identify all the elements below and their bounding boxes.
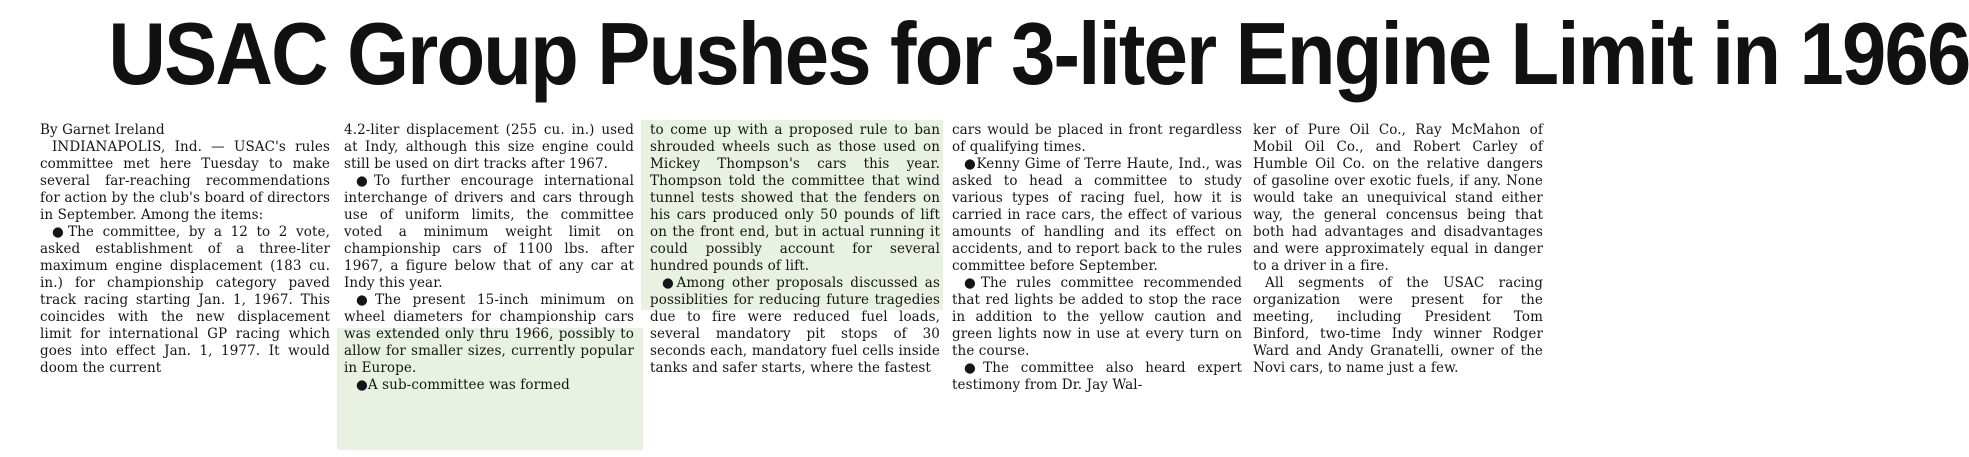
paragraph: INDIANAPOLIS, Ind. — USAC's rules committee met here Tuesday to make several far-reaching recommendations for action by the club's board of directors in September. Among the items: bbox=[40, 139, 330, 223]
paragraph: ker of Pure Oil Co., Ray McMahon of Mobil Oil Co., and Robert Carley of Humble Oil Co. on the relative dangers of gasoline over exotic fuels, if any. None would take an unequivical stand either way, the general concensus being that both had advantages and disadvantages and were approximately equal in danger to a driver in a fire. bbox=[1253, 122, 1543, 274]
paragraph: ●The committee also heard expert testimony from Dr. Jay Wal- bbox=[952, 360, 1242, 393]
paragraph: ●The committee, by a 12 to 2 vote, asked establishment of a three-liter maximum engine displacement (183 cu. in.) for championship category paved track racing starting Jan. 1, 1967. This coincides with the new displacement limit for international GP racing which goes into effect Jan. 1, 1977. It would doom the current bbox=[40, 224, 330, 376]
paragraph: ●Kenny Gime of Terre Haute, Ind., was asked to head a committee to study various types of racing fuel, how it is carried in race cars, the effect of various amounts of handling and its effect on accidents, and to report back to the rules committee before September. bbox=[952, 156, 1242, 274]
paragraph: to come up with a proposed rule to ban shrouded wheels such as those used on Mickey Thompson's cars this year. Thompson told the committee that wind tunnel tests showed that the fenders on his cars produced only 50 pounds of lift on the front end, but in actual running it could possibly account for several hundred pounds of lift. bbox=[650, 122, 940, 274]
paragraph: ●A sub-committee was formed bbox=[356, 377, 570, 393]
headline: USAC Group Pushes for 3-liter Engine Limit in 1966 bbox=[108, 4, 1969, 103]
byline: By Garnet Ireland bbox=[40, 122, 165, 138]
paragraph: ●Among other proposals discussed as possiblities for reducing future tragedies due to fire were reduced fuel loads, several mandatory pit stops of 30 seconds each, mandatory fuel cells inside tanks and safer starts, where the fastest bbox=[650, 275, 940, 376]
paragraph: ●To further encourage international interchange of drivers and cars through use of uniform limits, the committee voted a minimum weight limit on championship cars of 1100 lbs. after 1967, a figure below that of any car at Indy this year. bbox=[344, 173, 634, 291]
article-column-2 bbox=[344, 122, 634, 394]
paragraph: 4.2-liter displacement (255 cu. in.) used at Indy, although this size engine could still be used on dirt tracks after 1967. bbox=[344, 122, 634, 172]
paragraph: ●The rules committee recommended that red lights be added to stop the race in addition to the yellow caution and green lights now in use at every turn on the course. bbox=[952, 275, 1242, 359]
paragraph: ●The present 15-inch minimum on wheel diameters for championship cars was extended only thru 1966, possibly to allow for smaller sizes, currently popular in Europe. bbox=[344, 292, 634, 376]
paragraph: cars would be placed in front regardless of qualifying times. bbox=[952, 122, 1242, 155]
article-column-4 bbox=[952, 122, 1242, 394]
article-column-1 bbox=[40, 122, 330, 377]
paragraph: All segments of the USAC racing organization were present for the meeting, including President Tom Binford, two-time Indy winner Rodger Ward and Andy Granatelli, owner of the Novi cars, to name just a few. bbox=[1253, 275, 1543, 376]
article-column-5 bbox=[1253, 122, 1543, 377]
article-column-3 bbox=[650, 122, 940, 377]
